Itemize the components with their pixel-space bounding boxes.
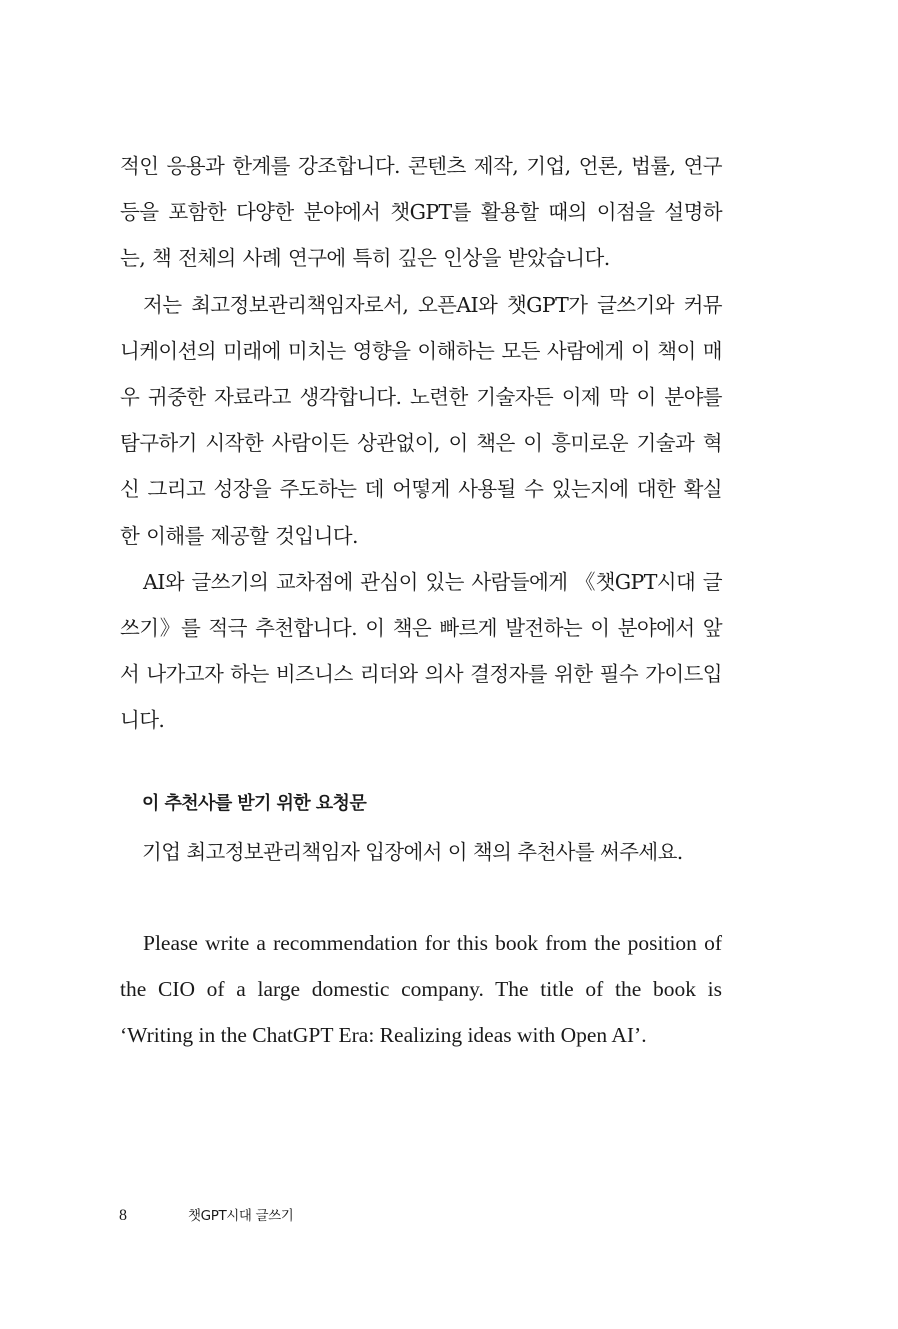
recommendation-body (120, 143, 722, 744)
page-number: 8 (119, 1207, 127, 1224)
paragraph: 저는 최고정보관리책임자로서, 오픈AI와 챗GPT가 글쓰기와 커뮤니케이션의 미래에 미치는 영향을 이해하는 모든 사람에게 이 책이 매우 귀중한 자료라고 생각합니다. 노련한 기술자든 이제 막 이 분야를 탐구하기 시작한 사람이든 상관없이, 이 책은 이 흥미로운 기술과 혁신 그리고 성장을 주도하는 데 어떻게 사용될 수 있는지에 대한 확실한 이해를 제공할 것입니다. (120, 292, 722, 548)
request-section-heading: 이 추천사를 받기 위한 요청문 (142, 793, 367, 814)
request-text-english: Please write a recommendation for this book from the position of the CIO of a large domestic company. The title of the book is ‘Writing in the ChatGPT Era: Realizing ideas with Open AI’. (120, 931, 722, 1047)
paragraph-continued: 적인 응용과 한계를 강조합니다. 콘텐츠 제작, 기업, 언론, 법률, 연구 등을 포함한 다양한 분야에서 챗GPT를 활용할 때의 이점을 설명하는, 책 전체의 사례 연구에 특히 깊은 인상을 받았습니다. (120, 154, 722, 271)
request-text-korean: 기업 최고정보관리책임자 입장에서 이 책의 추천사를 써주세요. (142, 840, 683, 864)
running-book-title: 챗GPT시대 글쓰기 (188, 1208, 294, 1224)
paragraph: AI와 글쓰기의 교차점에 관심이 있는 사람들에게 《챗GPT시대 글쓰기》를 적극 추천합니다. 이 책은 빠르게 발전하는 이 분야에서 앞서 나가고자 하는 비즈니스 리더와 의사 결정자를 위한 필수 가이드입니다. (120, 569, 722, 733)
